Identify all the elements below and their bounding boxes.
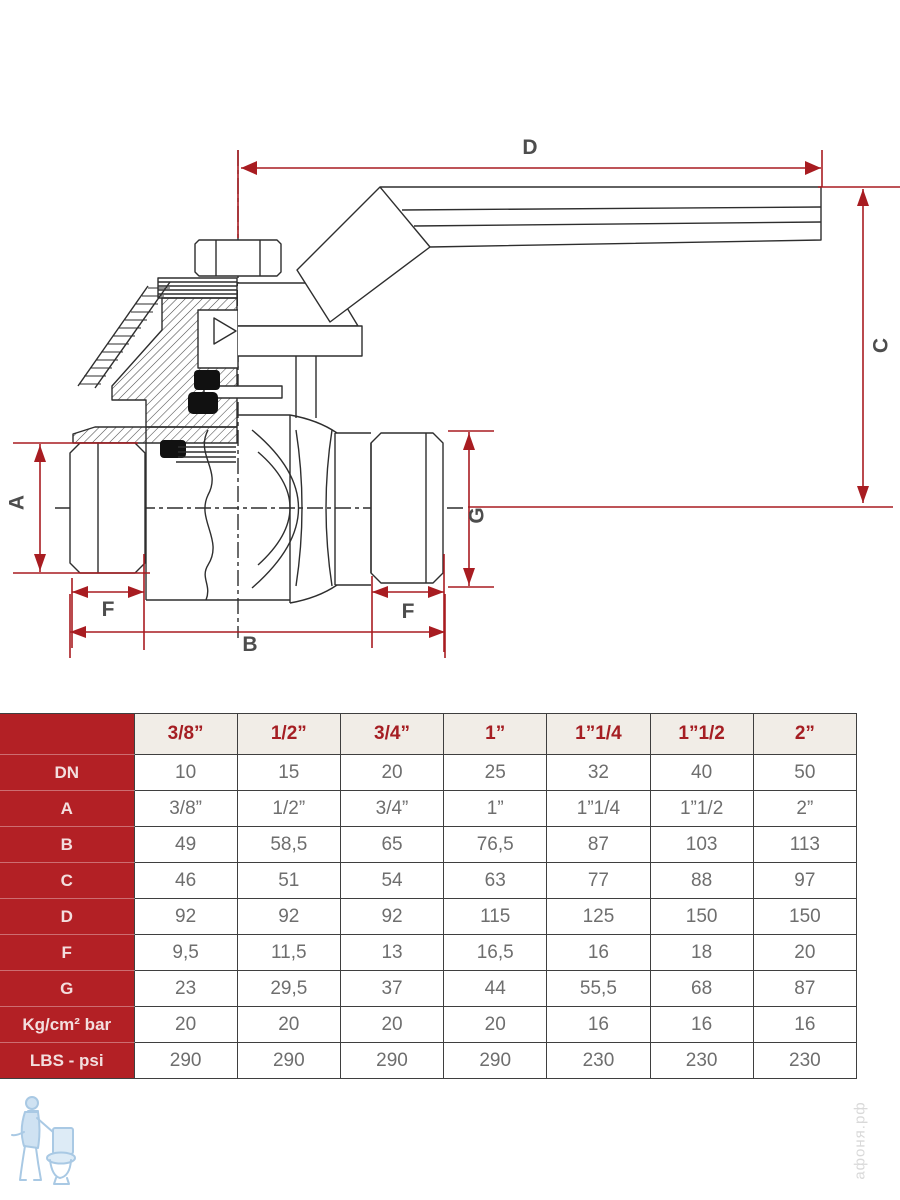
value-cell: 150 xyxy=(753,899,856,935)
spec-table-body xyxy=(0,755,857,1079)
value-cell: 50 xyxy=(753,755,856,791)
table-row xyxy=(0,935,857,971)
value-cell: 20 xyxy=(340,755,443,791)
value-cell: 290 xyxy=(134,1043,237,1079)
column-header: 1/2” xyxy=(237,714,340,755)
column-header: 1”1/2 xyxy=(650,714,753,755)
row-label: DN xyxy=(0,755,134,791)
table-row xyxy=(0,1043,857,1079)
value-cell: 92 xyxy=(134,899,237,935)
row-label: F xyxy=(0,935,134,971)
row-label: B xyxy=(0,827,134,863)
value-cell: 44 xyxy=(444,971,547,1007)
value-cell: 13 xyxy=(340,935,443,971)
row-label: Kg/cm² bar xyxy=(0,1007,134,1043)
value-cell: 65 xyxy=(340,827,443,863)
value-cell: 2” xyxy=(753,791,856,827)
column-header: 3/4” xyxy=(340,714,443,755)
value-cell: 230 xyxy=(753,1043,856,1079)
spec-table-header-row xyxy=(0,714,857,755)
value-cell: 20 xyxy=(444,1007,547,1043)
table-row xyxy=(0,791,857,827)
value-cell: 16 xyxy=(753,1007,856,1043)
value-cell: 20 xyxy=(237,1007,340,1043)
value-cell: 3/8” xyxy=(134,791,237,827)
value-cell: 37 xyxy=(340,971,443,1007)
value-cell: 23 xyxy=(134,971,237,1007)
value-cell: 1”1/2 xyxy=(650,791,753,827)
value-cell: 97 xyxy=(753,863,856,899)
value-cell: 77 xyxy=(547,863,650,899)
valve-body-lines xyxy=(55,150,821,638)
dim-label-c: C xyxy=(869,337,893,354)
value-cell: 1” xyxy=(444,791,547,827)
table-row xyxy=(0,863,857,899)
row-label: G xyxy=(0,971,134,1007)
value-cell: 230 xyxy=(547,1043,650,1079)
site-watermark: афоня.рф xyxy=(851,1101,869,1180)
value-cell: 32 xyxy=(547,755,650,791)
value-cell: 46 xyxy=(134,863,237,899)
table-row xyxy=(0,755,857,791)
plumber-with-toilet-logo xyxy=(8,1092,93,1187)
value-cell: 20 xyxy=(340,1007,443,1043)
value-cell: 68 xyxy=(650,971,753,1007)
value-cell: 113 xyxy=(753,827,856,863)
row-label: C xyxy=(0,863,134,899)
dim-label-a: A xyxy=(5,494,29,511)
value-cell: 3/4” xyxy=(340,791,443,827)
value-cell: 20 xyxy=(753,935,856,971)
value-cell: 230 xyxy=(650,1043,753,1079)
value-cell: 16 xyxy=(650,1007,753,1043)
value-cell: 55,5 xyxy=(547,971,650,1007)
value-cell: 290 xyxy=(237,1043,340,1079)
value-cell: 63 xyxy=(444,863,547,899)
dim-label-b: B xyxy=(242,633,258,656)
column-header: 2” xyxy=(753,714,856,755)
spec-table xyxy=(0,713,857,1079)
value-cell: 58,5 xyxy=(237,827,340,863)
dim-label-f-left: F xyxy=(101,598,115,621)
value-cell: 20 xyxy=(134,1007,237,1043)
row-label: A xyxy=(0,791,134,827)
value-cell: 76,5 xyxy=(444,827,547,863)
value-cell: 125 xyxy=(547,899,650,935)
table-row xyxy=(0,899,857,935)
column-header: 1” xyxy=(444,714,547,755)
value-cell: 290 xyxy=(340,1043,443,1079)
value-cell: 92 xyxy=(237,899,340,935)
value-cell: 1”1/4 xyxy=(547,791,650,827)
value-cell: 9,5 xyxy=(134,935,237,971)
value-cell: 16 xyxy=(547,1007,650,1043)
table-row xyxy=(0,827,857,863)
table-row xyxy=(0,1007,857,1043)
value-cell: 15 xyxy=(237,755,340,791)
column-header: 1”1/4 xyxy=(547,714,650,755)
value-cell: 49 xyxy=(134,827,237,863)
value-cell: 103 xyxy=(650,827,753,863)
row-label: LBS - psi xyxy=(0,1043,134,1079)
value-cell: 290 xyxy=(444,1043,547,1079)
value-cell: 18 xyxy=(650,935,753,971)
value-cell: 150 xyxy=(650,899,753,935)
value-cell: 87 xyxy=(547,827,650,863)
value-cell: 11,5 xyxy=(237,935,340,971)
value-cell: 25 xyxy=(444,755,547,791)
value-cell: 92 xyxy=(340,899,443,935)
value-cell: 16,5 xyxy=(444,935,547,971)
value-cell: 54 xyxy=(340,863,443,899)
spec-table-corner-cell xyxy=(0,714,134,755)
value-cell: 51 xyxy=(237,863,340,899)
value-cell: 10 xyxy=(134,755,237,791)
dim-label-f-right: F xyxy=(401,600,415,623)
column-header: 3/8” xyxy=(134,714,237,755)
value-cell: 40 xyxy=(650,755,753,791)
value-cell: 1/2” xyxy=(237,791,340,827)
dim-label-d: D xyxy=(522,136,538,159)
value-cell: 87 xyxy=(753,971,856,1007)
table-row xyxy=(0,971,857,1007)
value-cell: 29,5 xyxy=(237,971,340,1007)
dim-label-g: G xyxy=(465,507,489,524)
value-cell: 16 xyxy=(547,935,650,971)
row-label: D xyxy=(0,899,134,935)
value-cell: 115 xyxy=(444,899,547,935)
value-cell: 88 xyxy=(650,863,753,899)
